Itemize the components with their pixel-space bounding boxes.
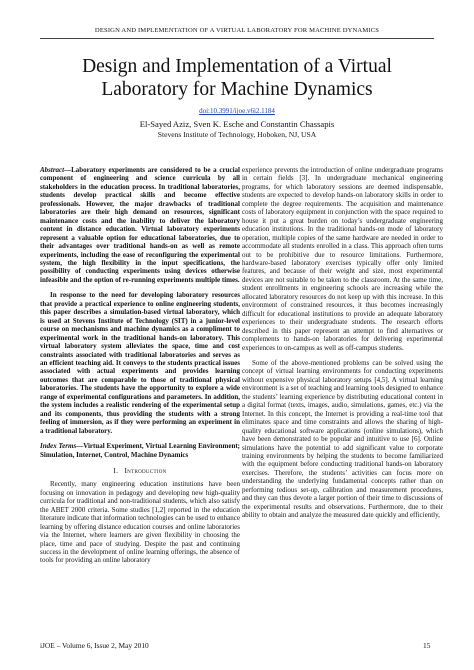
footer-journal-info: iJOE – Volume 6, Issue 2, May 2010: [40, 641, 149, 650]
index-terms-text: Virtual Experiment, Virtual Learning Environment; Simulation, Internet, Control, Machine Dynamics: [40, 442, 241, 459]
section-numeral: I.: [113, 466, 119, 475]
intro-paragraph-1: Recently, many engineering education institutions have been focusing on innovation in pedagogy and developing new high-quality curricula for traditional and non-traditional students, which also satisfy the ABET 2000 criteria. Some studies [1,2] reported in the education literature indicate that information technologies can be used to enhance learning by offering distance education courses and online laboratories via the Internet, where learners are given flexibility in choosing the place, time and pace of studying. Despite the past and continuing success in the development of online learning offerings, the absence of tools for providing an online laboratory: [40, 480, 240, 565]
abstract-paragraph-2: In response to the need for developing laboratory resources that provide a practical experience to online engineering students, this paper describes a simulation-based virtual laboratory, which is used at Stevens Institute of Technology (SIT) in a junior-level course on mechanisms and machine dynamics as a compliment to experimental work in the traditional hands-on laboratory. This virtual laboratory system alleviates the space, time and cost constraints associated with traditional laboratories and serves as an efficient teaching aid. It conveys to the students practical issues associated with actual experiments and provides learning outcomes that are comparable to those of traditional physical laboratories. The students have the opportunity to explore a wide range of experimental configurations and parameters. In addition, the system includes a realistic rendering of the experimental setup and its components, thus providing the students with a strong feeling of immersion, as if they were performing an experiment in a traditional laboratory.: [40, 291, 240, 435]
left-column: [40, 166, 240, 565]
running-header: DESIGN AND IMPLEMENTATION OF A VIRTUAL LABORATORY FOR MACHINE DYNAMICS: [94, 27, 380, 34]
right-column: [242, 166, 443, 520]
doi-link[interactable]: doi:10.3991/ijoe.v6i2.1184: [199, 107, 275, 115]
abstract-dash: —: [64, 166, 72, 174]
right-paragraph-1: experience prevents the introduction of online undergraduate programs in certain fields [3]. In undergraduate mechanical engineering programs, for which laboratory sessions are deemed indispensable, students are expected to develop hands-on laboratory skills in order to complete the degree requirements. The acquisition and maintenance costs of laboratory equipment in conjunction with the space required to house it put a great burden on today’s undergraduate engineering education institutions. In the traditional hands-on mode of laboratory operation, multiple copies of the same hardware are needed in order to accommodate all students enrolled in a class. This approach often turns out to be prohibitive due to resource limitations. Furthermore, hardware-based laboratory exercises typically offer only limited features, and because of their weight and size, most experimental devices are not suitable to be taken to the classroom. At the same time, student enrollments in engineering schools are increasing while the allocated laboratory resources do not keep up with this increase. In this environment of constrained resources, it thus becomes increasingly difficult for educational institutions to provide an adequate laboratory experiences to their undergraduate students. The research efforts described in this paper represent an attempt to find alternatives or complements to hands-on laboratories for delivering experimental experiences to on-campus as well as off-campus students.: [242, 166, 443, 352]
paper-title: Design and Implementation of a Virtual Laboratory for Machine Dynamics: [82, 56, 392, 100]
index-terms-label: Index Terms: [40, 442, 77, 451]
abstract-paragraph-1: [40, 166, 240, 284]
header-divider: [40, 38, 434, 39]
section-heading-introduction: [40, 467, 240, 475]
index-terms-dash: —: [76, 442, 84, 451]
footer-page-number: 15: [423, 641, 431, 650]
index-terms: [40, 442, 240, 459]
authors: El-Sayed Aziz, Sven K. Esche and Constantin Chassapis: [139, 119, 335, 129]
affiliation: Stevens Institute of Technology, Hoboken, NJ, USA: [157, 130, 317, 139]
abstract-text-1: Laboratory experiments are considered to be a crucial component of engineering and science curricula by all stakeholders in the education process. In traditional laboratories, students develop practical skills and become effective professionals. However, the major drawbacks of traditional laboratories are their high demand on resources, significant maintenance costs and the inability to deliver the laboratory content in distance education. Virtual laboratory experiments represent a valuable option for educational laboratories, due to their advantages over traditional hands-on as well as remote experiments, including the ease of reconfiguring the experimental system, the high flexibility in the input specifications, the possibility of conducting experiments using devices otherwise infeasible and the option of re-running experiments multiple times.: [40, 166, 240, 284]
section-title: Introduction: [124, 466, 167, 475]
abstract-label: Abstract: [40, 166, 65, 174]
right-paragraph-2: Some of the above-mentioned problems can be solved using the concept of virtual learning environments for conducting experiments without expensive physical laboratory setups [4,5]. A virtual learning environment is a set of teaching and learning tools designed to enhance the students’ learning experience by distributing educational content in a digital format (texts, images, audio, simulations, games, etc.) via the Internet. In this concept, the Internet is providing a real-time tool that eliminates space and time constraints and allows the sharing of high-quality educational software applications (online simulations), which have been demonstrated to be popular and intuitive to use [6]. Online simulations have the potential to add significant value to corporate training environments by helping the students to become familiarized with the equipment before conducting traditional hands-on laboratory exercises. Therefore, the students’ activities can focus more on understanding the underlying fundamental concepts rather than on performing tedious set-up, calibration and measurement procedures, and they can thus devote a larger portion of their time to discussions of the experimental results and observations. Furthermore, due to their ability to obtain and analyze the measured date quickly and efficiently,: [242, 358, 443, 520]
